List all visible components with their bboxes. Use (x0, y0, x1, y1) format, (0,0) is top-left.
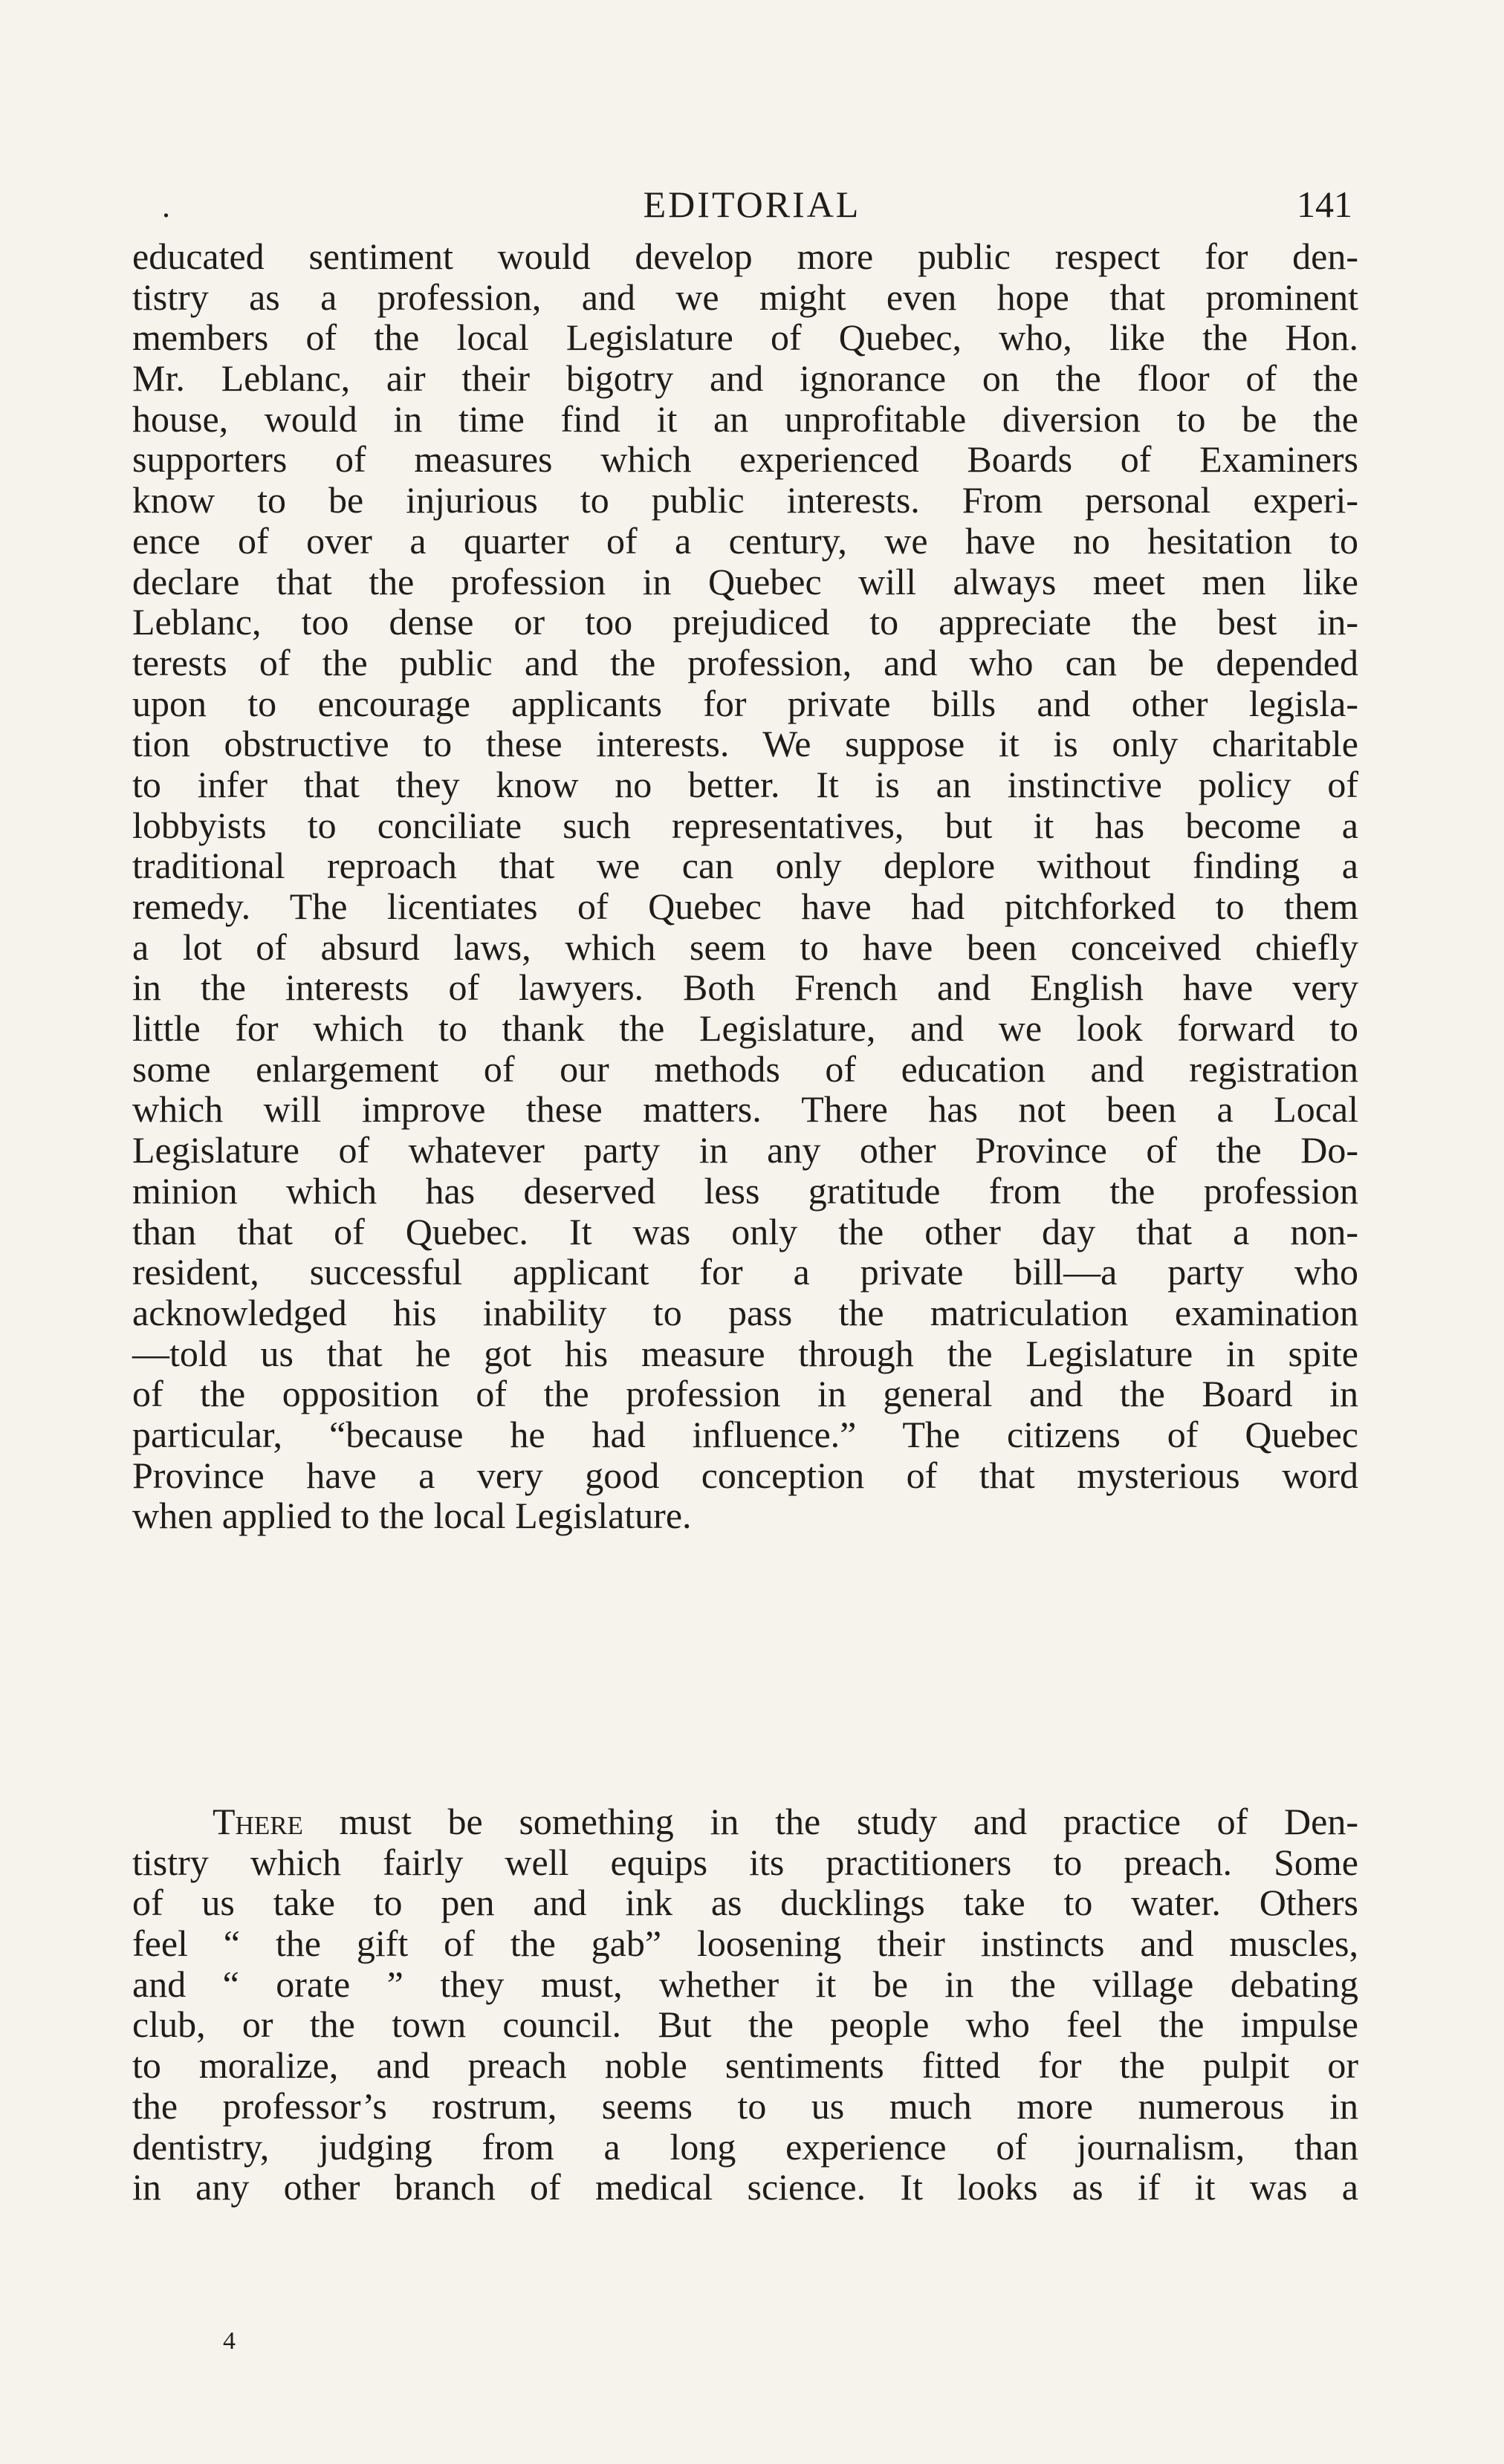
text-line: Province have a very good conception of that mysterious word (132, 1454, 1358, 1496)
text-line: which will improve these matters. There has not been a Local (132, 1088, 1358, 1131)
text-line: Legislature of whatever party in any other Province of the Do- (132, 1129, 1358, 1171)
text-line: —told us that he got his measure through the Legislature in spite (132, 1332, 1358, 1374)
text-line: the professor’s rostrum, seems to us much more numerous in (132, 2084, 1358, 2127)
paragraph-1 (132, 236, 1358, 1536)
text-line-rest: must be something in the study and practice of Den- (302, 1801, 1358, 1842)
page-number: 141 (1297, 183, 1352, 225)
text-line: and “ orate ” they must, whether it be in the village debating (132, 1963, 1358, 2005)
paragraph-2 (132, 1801, 1358, 2208)
text-line: tistry which fairly well equips its practitioners to preach. Some (132, 1841, 1358, 1883)
text-line (132, 1801, 1358, 1842)
text-line: particular, “because he had influence.” The citizens of Quebec (132, 1413, 1358, 1455)
running-head-bullet: . (162, 188, 170, 224)
text-line: upon to encourage applicants for private bills and other legisla- (132, 682, 1358, 724)
running-title: EDITORIAL (643, 183, 861, 225)
text-line: members of the local Legislature of Quebec, who, like the Hon. (132, 316, 1358, 359)
text-line: in the interests of lawyers. Both French and English have very (132, 966, 1358, 1009)
text-line: minion which has deserved less gratitude from the profession (132, 1169, 1358, 1212)
text-line: dentistry, judging from a long experience of journalism, than (132, 2125, 1358, 2168)
text-line: Mr. Leblanc, air their bigotry and ignorance on the floor of the (132, 357, 1358, 400)
signature-mark: 4 (223, 2327, 236, 2355)
text-line: little for which to thank the Legislature, and we look forward to (132, 1007, 1358, 1050)
text-line: tistry as a profession, and we might even hope that prominent (132, 276, 1358, 318)
text-line: traditional reproach that we can only deplore without finding a (132, 845, 1358, 887)
paragraph-lead-word: There (213, 1801, 303, 1842)
text-line: ence of over a quarter of a century, we have no hesitation to (132, 519, 1358, 562)
text-line: to infer that they know no better. It is an instinctive policy of (132, 763, 1358, 805)
text-line: remedy. The licentiates of Quebec have had pitchforked to them (132, 885, 1358, 927)
text-line: of the opposition of the profession in general and the Board in (132, 1373, 1358, 1415)
text-line: some enlargement of our methods of education and registration (132, 1047, 1358, 1090)
text-line: resident, successful applicant for a private bill—a party who (132, 1251, 1358, 1293)
text-line: know to be injurious to public interests. From personal experi- (132, 479, 1358, 521)
text-line: feel “ the gift of the gab” loosening their instincts and muscles, (132, 1922, 1358, 1965)
text-line: to moralize, and preach noble sentiments fitted for the pulpit or (132, 2044, 1358, 2087)
text-line: terests of the public and the profession, and who can be depended (132, 641, 1358, 683)
text-line: supporters of measures which experienced Boards of Examiners (132, 438, 1358, 481)
text-line: house, would in time find it an unprofitable diversion to be the (132, 397, 1358, 440)
text-line: than that of Quebec. It was only the other day that a non- (132, 1210, 1358, 1252)
text-line: when applied to the local Legislature. (132, 1495, 692, 1537)
text-line: lobbyists to conciliate such representatives, but it has become a (132, 804, 1358, 846)
text-line: tion obstructive to these interests. We suppose it is only charitable (132, 723, 1358, 765)
text-line: in any other branch of medical science. It looks as if it was a (132, 2166, 1358, 2208)
text-line: a lot of absurd laws, which seem to have been conceived chiefly (132, 926, 1358, 968)
text-line: acknowledged his inability to pass the matriculation examination (132, 1291, 1358, 1333)
text-line: of us take to pen and ink as ducklings take to water. Others (132, 1882, 1358, 1924)
text-line: educated sentiment would develop more public respect for den- (132, 235, 1358, 277)
text-line: Leblanc, too dense or too prejudiced to appreciate the best in- (132, 601, 1358, 643)
text-line: club, or the town council. But the people who feel the impulse (132, 2003, 1358, 2046)
text-line: declare that the profession in Quebec will always meet men like (132, 560, 1358, 602)
